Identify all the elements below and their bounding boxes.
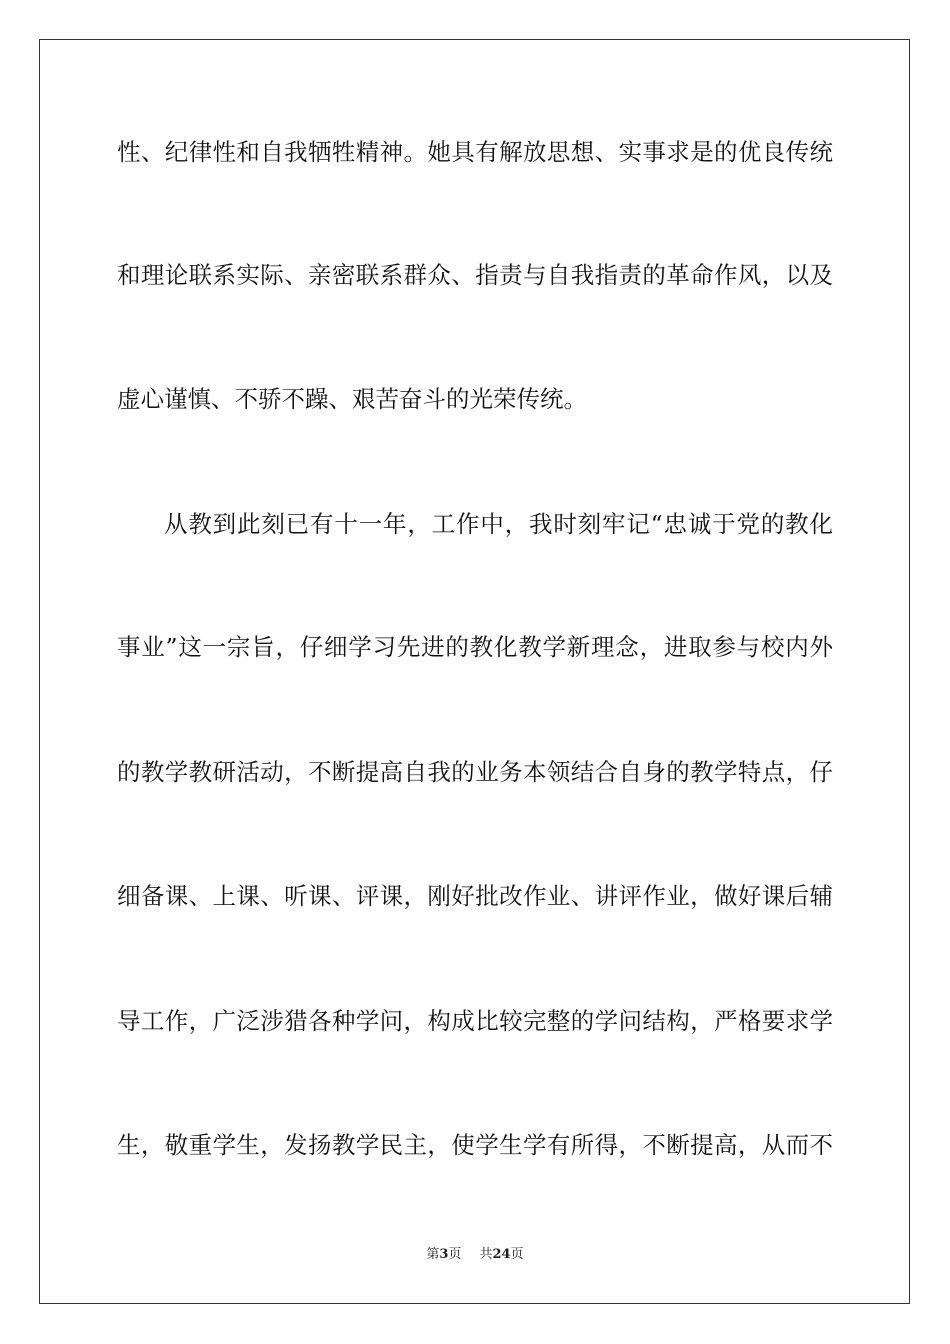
page-total: 共24页 xyxy=(479,1247,524,1262)
paragraph-line: 事业”这一宗旨，仔细学习先进的教化教学新理念，进取参与校内外 xyxy=(117,633,833,661)
paragraph-first-line: 从教到此刻已有十一年，工作中，我时刻牢记“忠诚于党的教化 xyxy=(164,510,833,538)
paragraph-line: 和理论联系实际、亲密联系群众、指责与自我指责的革命作风，以及 xyxy=(117,261,833,289)
paragraph-line: 导工作，广泛涉猎各种学问，构成比较完整的学问结构，严格要求学 xyxy=(117,1007,833,1035)
page-border xyxy=(39,39,910,1304)
page-number: 第3页 xyxy=(426,1247,462,1262)
paragraph-line: 生，敬重学生，发扬教学民主，使学生学有所得，不断提高，从而不 xyxy=(117,1131,833,1159)
page-footer xyxy=(0,1246,950,1264)
paragraph-line: 的教学教研活动，不断提高自我的业务本领结合自身的教学特点，仔 xyxy=(117,758,833,786)
paragraph-line: 虚心谨慎、不骄不躁、艰苦奋斗的光荣传统。 xyxy=(117,385,587,413)
paragraph-line: 细备课、上课、听课、评课，刚好批改作业、讲评作业，做好课后辅 xyxy=(117,882,833,910)
paragraph-line: 性、纪律性和自我牺牲精神。她具有解放思想、实事求是的优良传统 xyxy=(117,138,833,166)
